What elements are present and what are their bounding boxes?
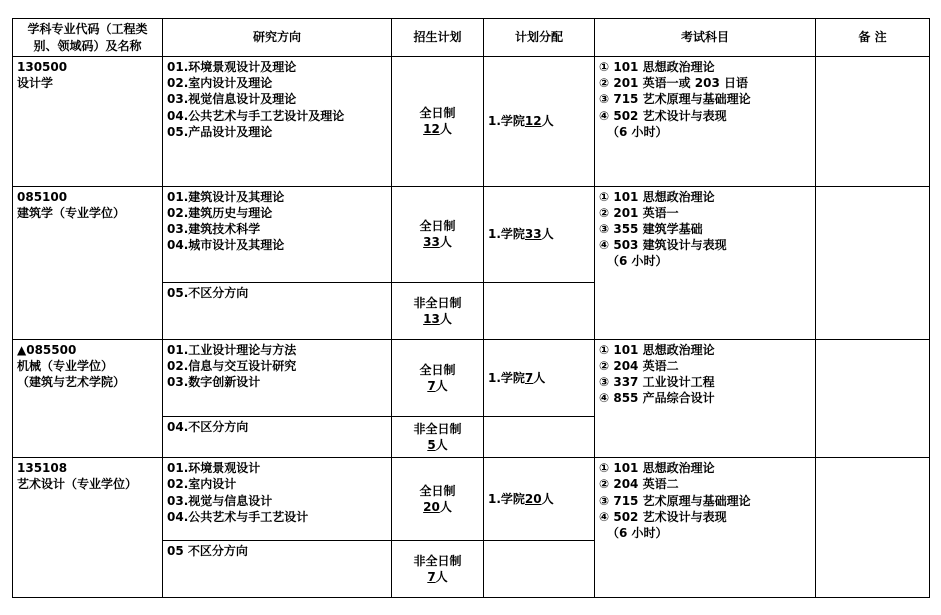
- major-code: ▲085500: [17, 342, 77, 357]
- header-code-name: 学科专业代码（工程类别、领域码）及名称: [13, 19, 163, 57]
- plan-count: 33: [423, 235, 440, 250]
- header-row: [13, 19, 930, 57]
- plan-unit: 人: [439, 311, 452, 326]
- research-directions: [163, 57, 392, 187]
- alloc-count: 33: [524, 227, 542, 242]
- alloc-unit: 人: [541, 114, 554, 129]
- plan-unit: 人: [435, 378, 448, 393]
- research-directions: [163, 339, 392, 416]
- major-code: 135108: [17, 461, 68, 476]
- direction-item: 05 不区分方向: [167, 543, 248, 558]
- major-code-name: [13, 458, 163, 598]
- plan-allocation: [484, 540, 595, 597]
- alloc-prefix: 1.学院: [488, 227, 525, 242]
- direction-item: 02.建筑历史与理论: [167, 205, 273, 220]
- enrollment-table: [12, 18, 930, 598]
- plan-unit: 人: [439, 235, 452, 250]
- table-row: [13, 458, 930, 540]
- study-mode: 非全日制: [413, 295, 462, 310]
- plan-allocation: [484, 57, 595, 187]
- exam-item: ④ 503 建筑设计与表现: [599, 238, 727, 253]
- plan-count: 20: [423, 499, 440, 514]
- table-row: [13, 57, 930, 187]
- direction-item: 04.公共艺术与手工艺设计及理论: [167, 108, 345, 123]
- alloc-unit: 人: [541, 491, 554, 506]
- enrollment-plan: [392, 339, 484, 416]
- direction-item: 04.公共艺术与手工艺设计: [167, 509, 309, 524]
- enrollment-plan: [392, 283, 484, 339]
- header-exam: 考试科目: [595, 19, 816, 57]
- plan-allocation: [484, 186, 595, 283]
- exam-item: ③ 715 艺术原理与基础理论: [599, 92, 751, 107]
- remark-cell: [816, 186, 930, 339]
- header-plan: 招生计划: [392, 19, 484, 57]
- alloc-count: 12: [524, 114, 542, 129]
- plan-count: 13: [423, 311, 440, 326]
- research-directions: [163, 540, 392, 597]
- direction-item: 02.室内设计及理论: [167, 76, 273, 91]
- header-allocation: 计划分配: [484, 19, 595, 57]
- exam-item: （6 小时）: [607, 124, 668, 139]
- direction-item: 05.产品设计及理论: [167, 124, 273, 139]
- exam-item: ④ 855 产品综合设计: [599, 391, 715, 406]
- plan-unit: 人: [435, 438, 448, 453]
- alloc-unit: 人: [533, 370, 546, 385]
- study-mode: 非全日制: [413, 553, 462, 568]
- header-direction: 研究方向: [163, 19, 392, 57]
- major-name: 机械（专业学位）: [17, 358, 114, 373]
- exam-item: ④ 502 艺术设计与表现: [599, 108, 727, 123]
- major-name: 建筑学（专业学位）: [17, 205, 126, 220]
- major-code-name: [13, 57, 163, 187]
- remark-cell: [816, 57, 930, 187]
- plan-allocation: [484, 339, 595, 416]
- plan-unit: 人: [439, 122, 452, 137]
- exam-item: ① 101 思想政治理论: [599, 461, 715, 476]
- plan-count: 7: [427, 378, 436, 393]
- exam-item: （6 小时）: [607, 254, 668, 269]
- direction-item: 05.不区分方向: [167, 286, 249, 301]
- study-mode: 全日制: [419, 106, 456, 121]
- exam-item: （6 小时）: [607, 525, 668, 540]
- exam-item: ② 201 英语一: [599, 205, 679, 220]
- plan-count: 7: [427, 569, 436, 584]
- major-name: 艺术设计（专业学位）: [17, 477, 138, 492]
- plan-allocation: [484, 283, 595, 339]
- research-directions: [163, 458, 392, 540]
- major-college: （建筑与艺术学院）: [17, 374, 126, 389]
- direction-item: 04.不区分方向: [167, 419, 249, 434]
- research-directions: [163, 283, 392, 339]
- major-name: 设计学: [17, 76, 54, 91]
- study-mode: 非全日制: [413, 421, 462, 436]
- major-code: 130500: [17, 60, 68, 74]
- plan-count: 5: [427, 438, 436, 453]
- enrollment-plan: [392, 416, 484, 457]
- header-remark: 备 注: [816, 19, 930, 57]
- alloc-count: 7: [524, 370, 534, 385]
- plan-unit: 人: [439, 499, 452, 514]
- major-code: 085100: [17, 189, 68, 204]
- direction-item: 01.工业设计理论与方法: [167, 342, 297, 357]
- table-row: [13, 186, 930, 283]
- direction-item: 02.室内设计: [167, 477, 237, 492]
- plan-unit: 人: [435, 569, 448, 584]
- alloc-unit: 人: [541, 227, 554, 242]
- alloc-prefix: 1.学院: [488, 491, 525, 506]
- direction-item: 03.视觉与信息设计: [167, 493, 273, 508]
- direction-item: 04.城市设计及其理论: [167, 238, 285, 253]
- exam-item: ③ 337 工业设计工程: [599, 374, 715, 389]
- exam-subjects: [595, 57, 816, 187]
- table-row: [13, 339, 930, 416]
- exam-item: ① 101 思想政治理论: [599, 342, 715, 357]
- exam-item: ② 204 英语二: [599, 477, 679, 492]
- alloc-prefix: 1.学院: [488, 370, 525, 385]
- enrollment-plan: [392, 57, 484, 187]
- alloc-prefix: 1.学院: [488, 114, 525, 129]
- direction-item: 03.数字创新设计: [167, 374, 261, 389]
- exam-item: ④ 502 艺术设计与表现: [599, 509, 727, 524]
- exam-item: ③ 715 艺术原理与基础理论: [599, 493, 751, 508]
- exam-subjects: [595, 339, 816, 458]
- study-mode: 全日制: [419, 362, 456, 377]
- direction-item: 01.环境景观设计: [167, 461, 261, 476]
- remark-cell: [816, 339, 930, 458]
- alloc-count: 20: [524, 491, 542, 506]
- remark-cell: [816, 458, 930, 598]
- plan-allocation: [484, 458, 595, 540]
- enrollment-plan: [392, 186, 484, 283]
- plan-count: 12: [423, 122, 440, 137]
- direction-item: 03.视觉信息设计及理论: [167, 92, 297, 107]
- direction-item: 01.环境景观设计及理论: [167, 60, 297, 74]
- study-mode: 全日制: [419, 219, 456, 234]
- exam-item: ② 204 英语二: [599, 358, 679, 373]
- exam-item: ③ 355 建筑学基础: [599, 222, 703, 237]
- research-directions: [163, 416, 392, 457]
- major-code-name: [13, 339, 163, 458]
- direction-item: 03.建筑技术科学: [167, 222, 261, 237]
- direction-item: 02.信息与交互设计研究: [167, 358, 297, 373]
- exam-item: ② 201 英语一或 203 日语: [599, 76, 748, 91]
- exam-subjects: [595, 458, 816, 598]
- plan-allocation: [484, 416, 595, 457]
- exam-subjects: [595, 186, 816, 339]
- major-code-name: [13, 186, 163, 339]
- exam-item: ① 101 思想政治理论: [599, 189, 715, 204]
- enrollment-plan: [392, 540, 484, 597]
- direction-item: 01.建筑设计及其理论: [167, 189, 285, 204]
- study-mode: 全日制: [419, 483, 456, 498]
- research-directions: [163, 186, 392, 283]
- exam-item: ① 101 思想政治理论: [599, 60, 715, 74]
- enrollment-plan: [392, 458, 484, 540]
